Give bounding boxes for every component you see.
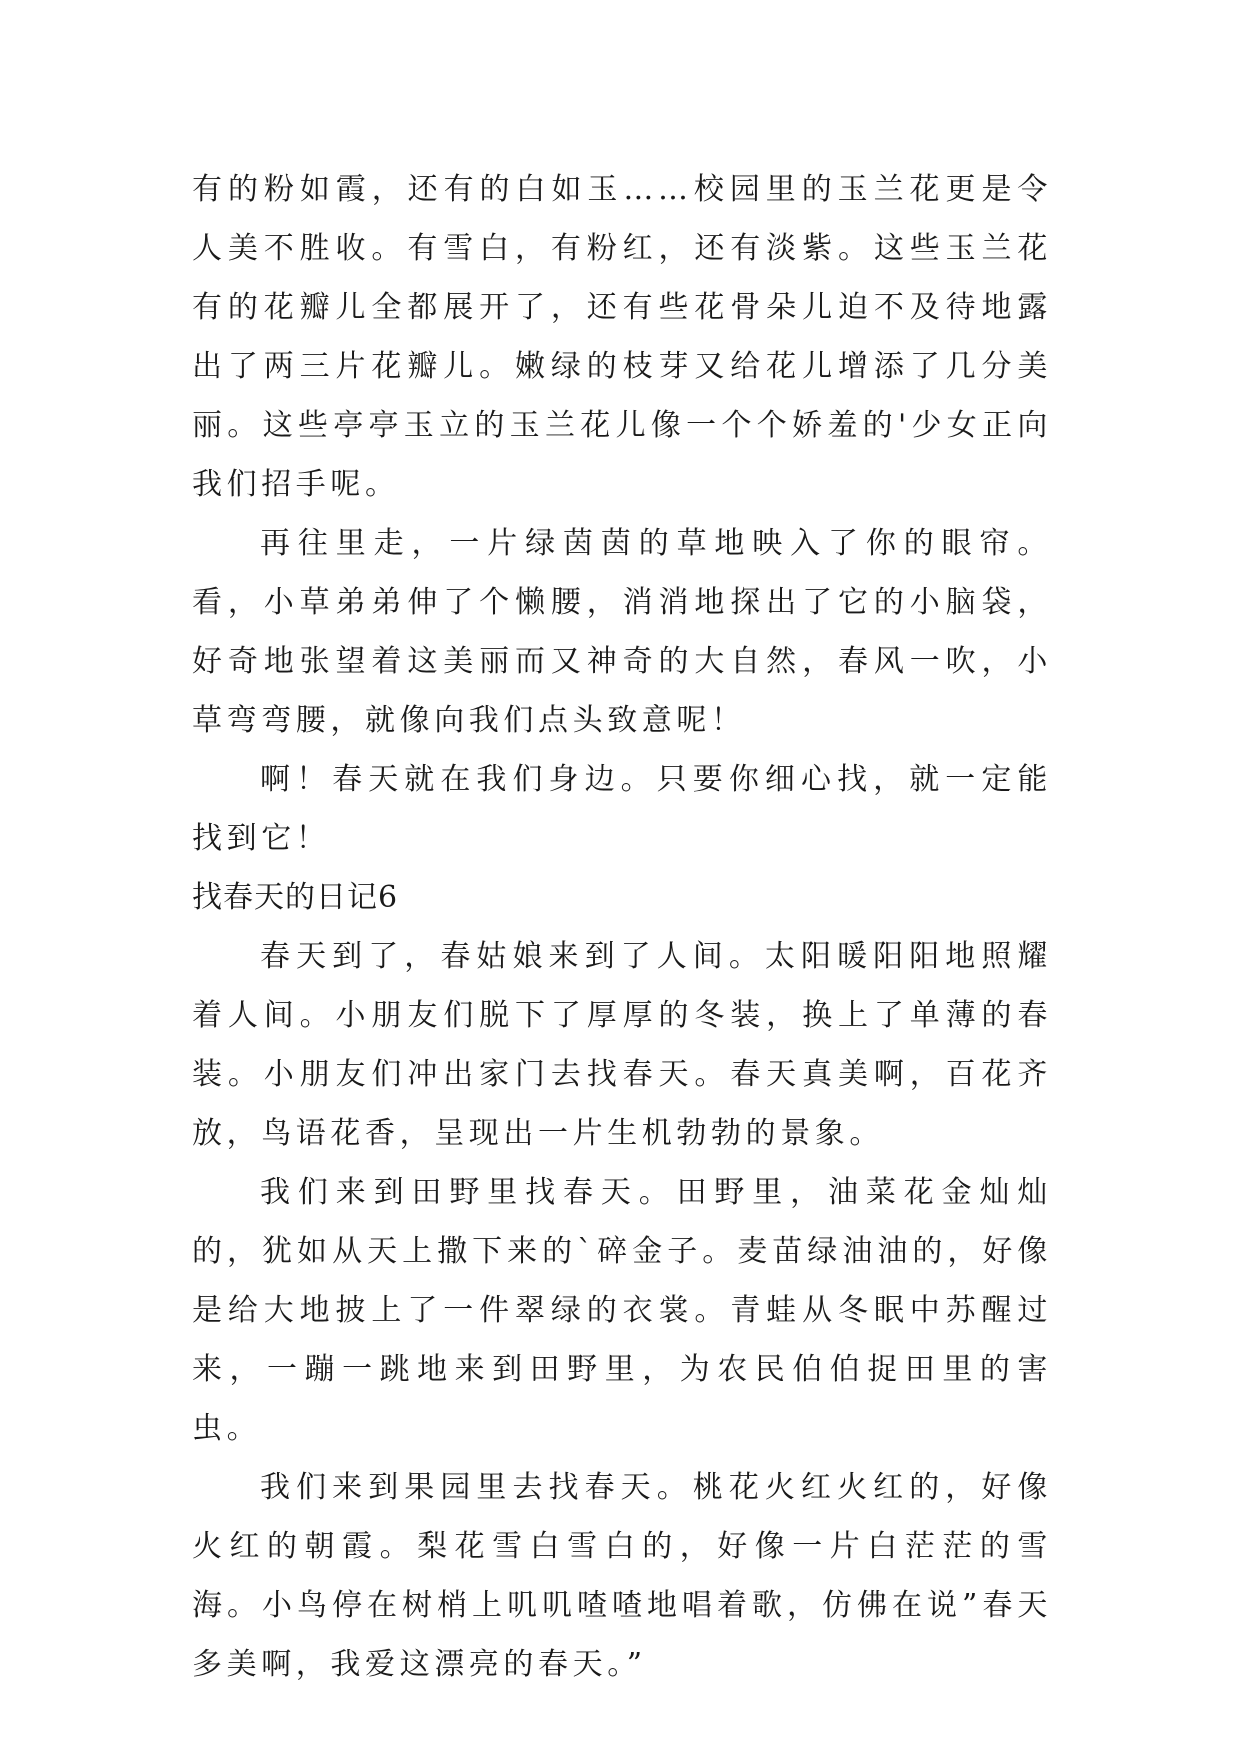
paragraph-orchard: 我们来到果园里去找春天。桃花火红火红的，好像火红的朝霞。梨花雪白雪白的，好像一片白茫茫的雪海。小鸟停在树梢上叽叽喳喳地唱着歌，仿佛在说”春天多美啊，我爱这漂亮的春天。” — [192, 1470, 1052, 1682]
paragraph-grass: 再往里走，一片绿茵茵的草地映入了你的眼帘。看，小草弟弟伸了个懒腰，消消地探出了它的小脑袋，好奇地张望着这美丽而又神奇的大自然，春风一吹，小草弯弯腰，就像向我们点头致意呢！ — [192, 526, 1052, 738]
paragraph-spring-arrives: 春天到了，春姑娘来到了人间。太阳暖阳阳地照耀着人间。小朋友们脱下了厚厚的冬装，换上了单薄的春装。小朋友们冲出家门去找春天。春天真美啊，百花齐放，鸟语花香，呈现出一片生机勃勃的景象。 — [192, 939, 1052, 1151]
paragraph-fields: 我们来到田野里找春天。田野里，油菜花金灿灿的，犹如从天上撒下来的`碎金子。麦苗绿油油的，好像是给大地披上了一件翠绿的衣裳。青蛙从冬眠中苏醒过来，一蹦一跳地来到田野里，为农民伯伯捉田里的害虫。 — [192, 1175, 1052, 1446]
paragraph-spring-near: 啊！春天就在我们身边。只要你细心找，就一定能找到它！ — [192, 762, 1052, 856]
document-page — [192, 160, 1052, 1694]
section-title: 找春天的日记6 — [192, 880, 399, 915]
paragraph-magnolia: 有的粉如霞，还有的白如玉……校园里的玉兰花更是令人美不胜收。有雪白，有粉红，还有淡紫。这些玉兰花有的花瓣儿全都展开了，还有些花骨朵儿迫不及待地露出了两三片花瓣儿。嫩绿的枝芽又给花儿增添了几分美丽。这些亭亭玉立的玉兰花儿像一个个娇羞的'少女正向我们招手呢。 — [192, 172, 1052, 502]
